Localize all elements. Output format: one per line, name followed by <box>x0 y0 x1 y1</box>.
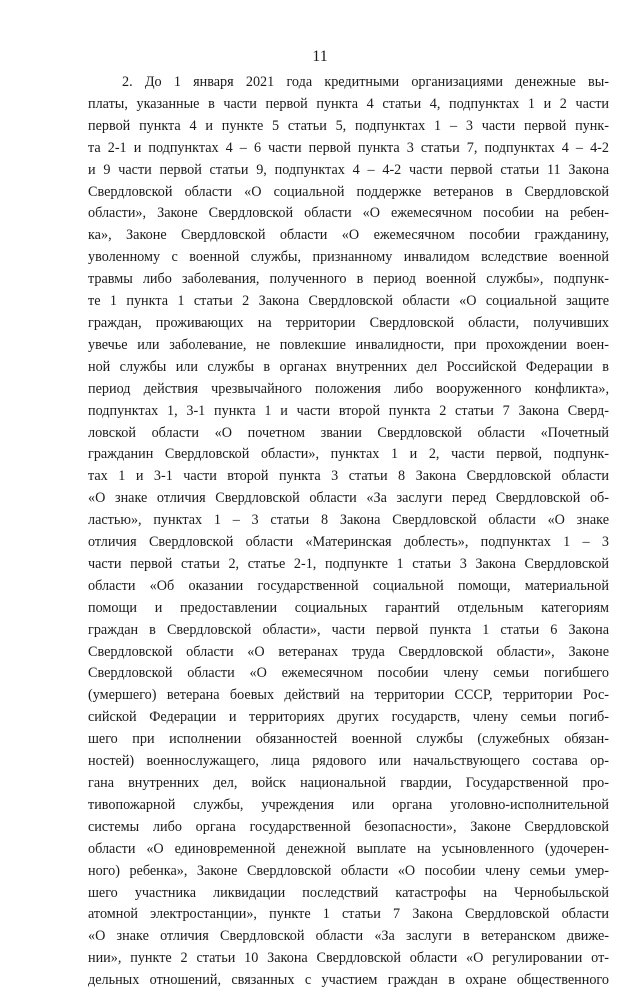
text-line: системы либо органа государственной безопасности», Законе Свердловской <box>88 818 609 835</box>
text-line: ловской области «О почетном звании Свердловской области «Почетный <box>88 424 609 441</box>
page-number: 11 <box>312 48 328 65</box>
text-line: помощи и предоставлении социальных гарантий отдельным категориям <box>88 599 609 616</box>
text-line: «О знаке отличия Свердловской области «За заслуги перед Свердловской об- <box>88 490 609 507</box>
text-line: тивопожарной службы, учреждения или органа уголовно-исполнительной <box>88 796 609 813</box>
text-line: «О знаке отличия Свердловской области «За заслуги в ветеранском движе- <box>88 928 609 945</box>
text-line: тах 1 и 3-1 части второй пункта 3 статьи 8 Закона Свердловской области <box>88 468 609 485</box>
text-line: платы, указанные в части первой пункта 4 статьи 4, подпунктах 1 и 2 части <box>88 95 609 112</box>
text-line: и 9 части первой статьи 9, подпунктах 4 – 4-2 части первой статьи 11 Закона <box>88 161 609 178</box>
text-line: период действия чрезвычайного положения либо вооруженного конфликта», <box>88 380 609 397</box>
text-line: области «Об оказании государственной социальной помощи, материальной <box>88 577 609 594</box>
text-line: увечье или заболевание, не повлекшие инвалидности, при прохождении воен- <box>88 336 609 353</box>
text-line: ного) ребенка», Законе Свердловской области «О пособии члену семьи умер- <box>88 862 609 879</box>
body-text <box>88 72 609 992</box>
text-line: та 2-1 и подпунктах 4 – 6 части первой пункта 3 статьи 7, подпунктах 4 – 4-2 <box>88 139 609 156</box>
text-line: гана внутренних дел, войск национальной гвардии, Государственной про- <box>88 775 609 791</box>
text-line: те 1 пункта 1 статьи 2 Закона Свердловской области «О социальной защите <box>88 293 609 310</box>
text-line: ностей) военнослужащего, лица рядового или начальствующего состава ор- <box>88 753 609 770</box>
text-line: уволенному с военной службы, признанному инвалидом вследствие военной <box>88 249 609 266</box>
text-line: граждан, проживающих на территории Свердловской области, получивших <box>88 314 609 331</box>
text-line: области», Законе Свердловской области «О ежемесячном пособии на ребен- <box>88 205 609 222</box>
text-line: ной службы или службы в органах внутренних дел Российской Федерации в <box>88 358 609 375</box>
text-line: 2. До 1 января 2021 года кредитными организациями денежные вы- <box>122 74 609 90</box>
text-line: сийской Федерации и территориях других государств, члену семьи погиб- <box>88 709 609 726</box>
text-line: ка», Законе Свердловской области «О ежемесячном пособии гражданину, <box>88 227 609 244</box>
text-line: Свердловской области «О ежемесячном пособии члену семьи погибшего <box>88 665 609 682</box>
text-line: первой пункта 4 и пункте 5 статьи 5, подпунктах 1 – 3 части первой пунк- <box>88 117 609 134</box>
text-line: (умершего) ветерана боевых действий на территории СССР, территории Рос- <box>88 687 609 704</box>
text-line: подпунктах 1, 3-1 пункта 1 и части второй пункта 2 статьи 7 Закона Сверд- <box>88 402 609 419</box>
text-line: ластью», пунктах 1 – 3 статьи 8 Закона Свердловской области «О знаке <box>88 512 609 529</box>
text-line: Свердловской области «О социальной поддержке ветеранов в Свердловской <box>88 183 609 200</box>
text-line: гражданин Свердловской области», пунктах 1 и 2, части первой, подпунк- <box>88 446 609 463</box>
text-line: части первой статьи 2, статье 2-1, подпункте 1 статьи 3 Закона Свердловской <box>88 555 609 572</box>
text-line: шего участника ликвидации последствий катастрофы на Чернобыльской <box>88 884 609 901</box>
text-line: Свердловской области «О ветеранах труда Свердловской области», Законе <box>88 643 609 660</box>
text-line: атомной электростанции», пункте 1 статьи 7 Закона Свердловской области <box>88 906 609 923</box>
text-line: травмы либо заболевания, полученного в период военной службы», подпунк- <box>88 271 609 288</box>
text-line: области «О единовременной денежной выплате на усыновленного (удочерен- <box>88 840 609 857</box>
text-line: дельных отношений, связанных с участием граждан в охране общественного <box>88 972 609 989</box>
text-line: отличия Свердловской области «Материнская доблесть», подпунктах 1 – 3 <box>88 534 609 551</box>
text-line: граждан в Свердловской области», части первой пункта 1 статьи 6 Закона <box>88 621 609 638</box>
text-line: шего при исполнении обязанностей военной службы (служебных обязан- <box>88 731 609 748</box>
text-line: нии», пункте 2 статьи 10 Закона Свердловской области «О регулировании от- <box>88 950 609 967</box>
